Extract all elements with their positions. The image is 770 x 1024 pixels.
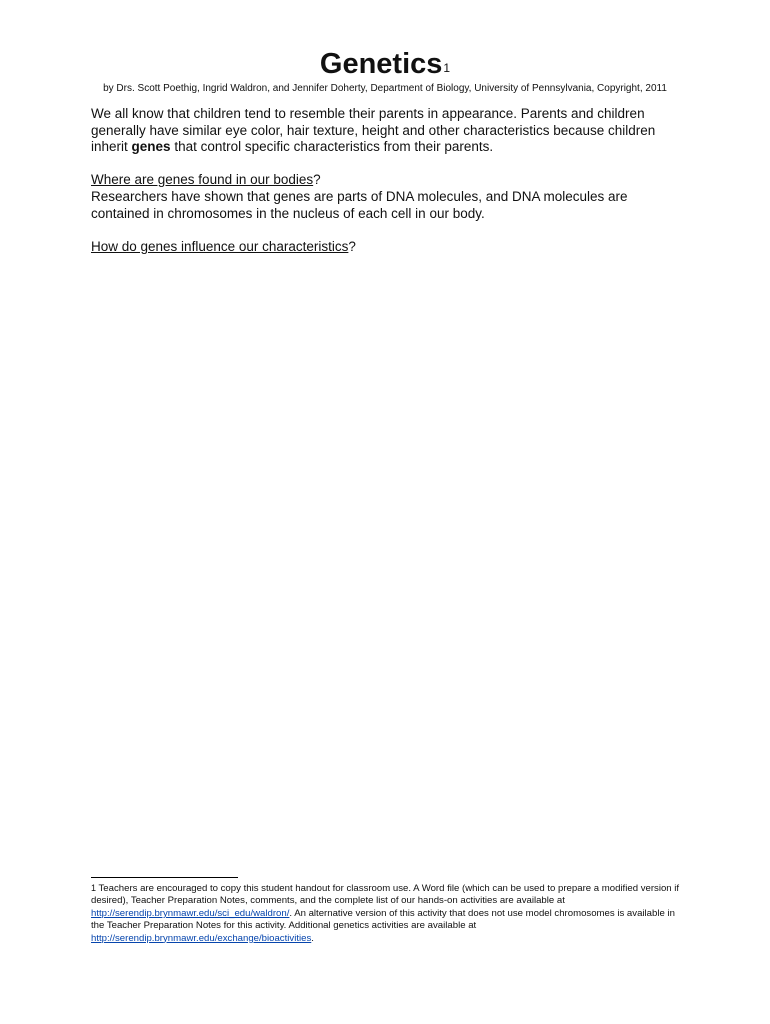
title-text: Genetics — [319, 48, 443, 80]
intro-text-before: We all know that children tend to resemble their parents in appearance. Parents and children generally have similar eye color, hair texture, height and other characteristics because children inherit — [91, 106, 656, 154]
footnote — [91, 883, 681, 945]
page-title — [0, 46, 770, 82]
intro-text-after: that control specific characteristics from their parents. — [170, 139, 494, 154]
footnote-text-3: . — [311, 932, 314, 944]
section2-question — [91, 239, 681, 256]
intro-bold-term: genes — [131, 139, 171, 154]
section2-question-mark: ? — [348, 239, 356, 254]
section1-question-mark: ? — [313, 172, 321, 187]
footnote-text-1: Teachers are encouraged to copy this student handout for classroom use. A Word file (which can be used to prepare a modified version if desired), Teacher Preparation Notes, comments, and the complete list of our hands-on activities are available at — [91, 883, 680, 907]
section1-answer: Researchers have shown that genes are parts of DNA molecules, and DNA molecules are contained in chromosomes in the nucleus of each cell in our body. — [91, 189, 628, 221]
section1-question — [91, 172, 681, 189]
footnote-link-bioactivities[interactable]: http://serendip.brynmawr.edu/exchange/bioactivities — [91, 932, 312, 944]
section1-question-text: Where are genes found in our bodies — [91, 172, 314, 187]
footnote-text-2: . An alternative version of this activity that does not use model chromosomes is available in the Teacher Preparation Notes for this activity. Additional genetics activities are available at — [91, 907, 675, 932]
footnote-marker: 1 — [91, 883, 97, 893]
section2-question-text: How do genes influence our characteristics — [91, 239, 349, 254]
byline: by Drs. Scott Poethig, Ingrid Waldron, and Jennifer Doherty, Department of Biology, University of Pennsylvania, Copyright, 2011 — [103, 83, 667, 94]
footnote-divider — [91, 877, 238, 878]
footnote-link-waldron[interactable]: http://serendip.brynmawr.edu/sci_edu/waldron/ — [91, 907, 290, 919]
title-footnote-marker[interactable]: 1 — [443, 61, 451, 75]
intro-paragraph — [91, 106, 681, 156]
